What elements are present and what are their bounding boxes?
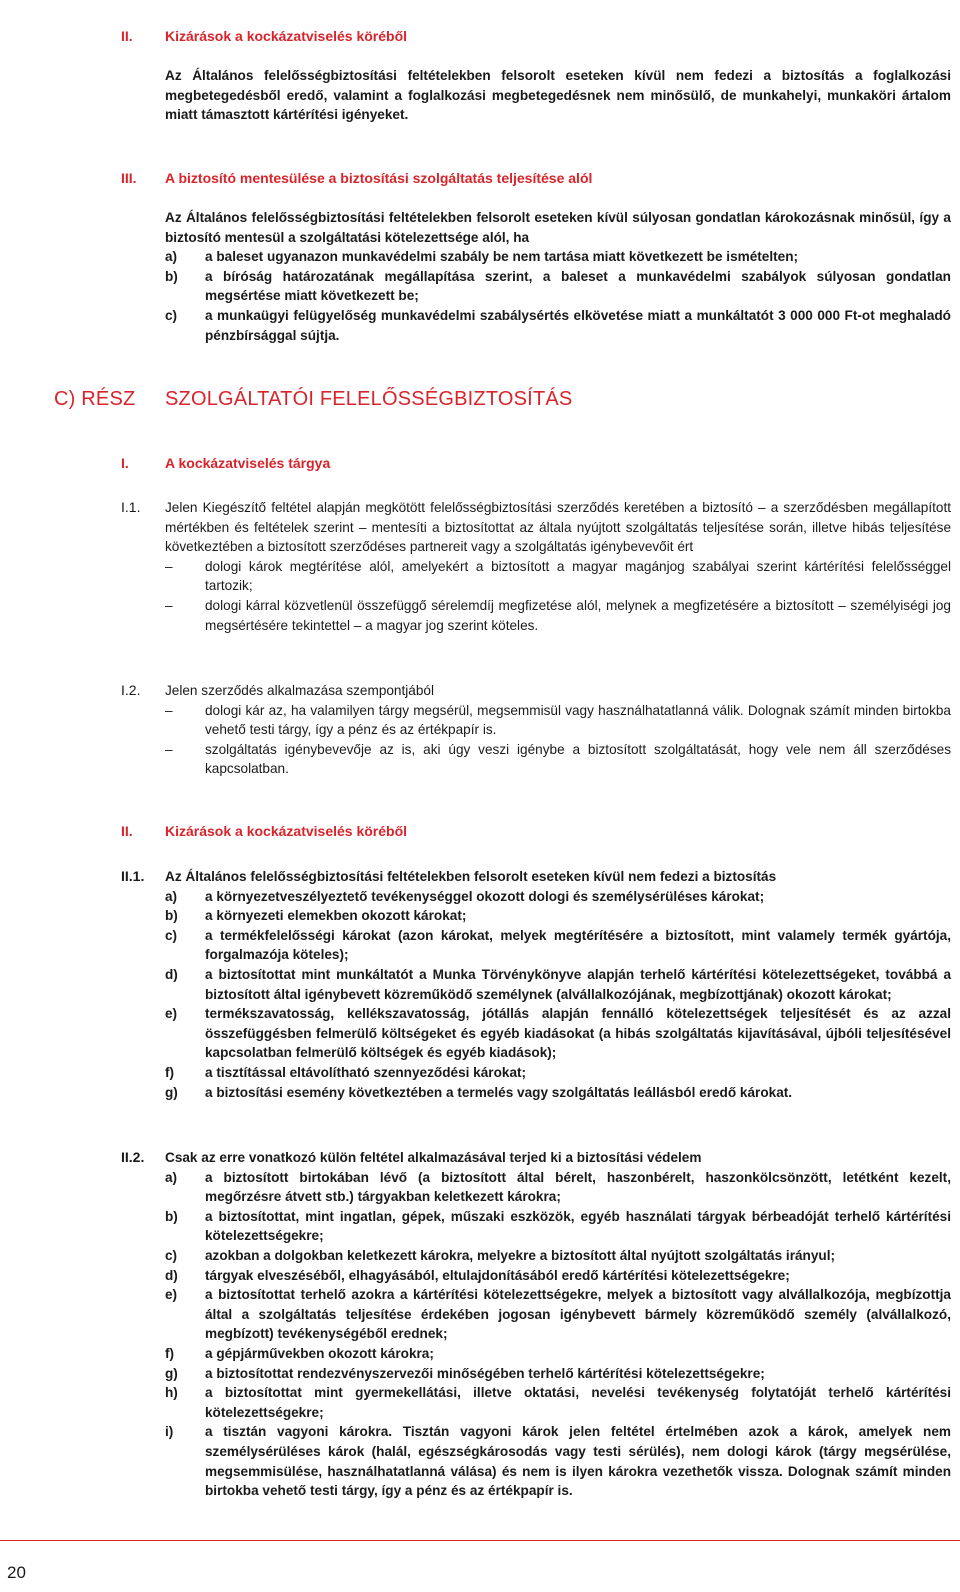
list-item [165, 557, 951, 596]
list-text: a biztosítási esemény következtében a termelés vagy szolgáltatás leállásból eredő károkat. [205, 1084, 793, 1100]
section-title: Kizárások a kockázatviselés köréből [165, 28, 408, 44]
list-text: a munkaügyi felügyelőség munkavédelmi szabálysértés elkövetése miatt a munkáltatót 3 000 000 Ft-ot meghaladó pénzbírsággal sújtja. [205, 307, 951, 343]
list-marker: b) [165, 908, 178, 924]
list-item [165, 1285, 951, 1344]
list-marker: c) [165, 927, 178, 943]
section-title: A kockázatviselés tárgya [165, 455, 331, 471]
list-text: a tisztítással eltávolítható szennyeződési károkat; [205, 1064, 527, 1080]
list-item [165, 1383, 951, 1422]
list-marker: d) [165, 1267, 178, 1283]
section-title: Kizárások a kockázatviselés köréből [165, 823, 408, 839]
clause-number: I.1. [121, 499, 141, 515]
clause-number: I.2. [121, 682, 141, 698]
list-text: termékszavatosság, kellékszavatosság, jótállás alapján fennálló kötelezettségek teljesítését és az azzal összefüggésben felmerülő költségeket és egyéb kiadásokat (a hibás szolgáltatás kijavításával, újbóli teljesítésével kapcsolatban felmerülő költségek és egyéb kiadások); [205, 1006, 951, 1061]
paragraph: Jelen szerződés alkalmazása szempontjából [165, 683, 434, 698]
list-text: a bíróság határozatának megállapítása szerint, a baleset a munkavédelmi szabályok súlyosan gondatlan megsértése miatt következett be; [205, 268, 951, 304]
list-marker: b) [165, 268, 178, 284]
clause-body [165, 498, 951, 635]
list-text: azokban a dolgokban keletkezett károkra, melyekre a biztosított által nyújtott szolgáltatás irányul; [205, 1247, 836, 1263]
list-text: dologi kárral közvetlenül összefüggő sérelemdíj megfizetése alól, melynek a megfizetésére a biztosított – személyiségi jog megsértésére tekintettel – a magyar jog szerint köteles. [205, 597, 951, 633]
list-marker: f) [165, 1064, 175, 1080]
list-text: a termékfelelősségi károkat (azon károkat, melyek megtérítésére a biztosított, mint valamely termék gyártója, forgalmazója köteles); [205, 927, 951, 963]
list-marker: a) [165, 1169, 178, 1185]
list-item [165, 596, 951, 635]
list-item [165, 1083, 951, 1103]
section-number: II. [121, 823, 133, 839]
list-item [165, 887, 951, 907]
list-marker: g) [165, 1365, 178, 1381]
list-marker: a) [165, 888, 178, 904]
list-text: a gépjárművekben okozott károkra; [205, 1345, 434, 1361]
paragraph: Az Általános felelősségbiztosítási feltételekben felsorolt eseteken kívül nem fedezi a biztosítás [165, 869, 777, 884]
page-number: 20 [7, 1563, 26, 1582]
paragraph-intro: Az Általános felelősségbiztosítási feltételekben felsorolt eseteken kívül súlyosan gondatlan károkozásnak minősül, így a biztosító mentesül a szolgáltatási kötelezettsége alól, ha [165, 210, 951, 245]
paragraph: Jelen Kiegészítő feltétel alapján megkötött felelősségbiztosítási szerződés keretében a biztosító – a szerződésben megállapított mértékben és feltételek szerint – mentesíti a biztosítottat az általa nyújtott szolgáltatás teljesítése során, illetve hibás teljesítése következtében a biztosított szerződéses partnereit vagy a szolgáltatás igénybevevőit ért [165, 500, 951, 555]
list-marker: c) [165, 1247, 178, 1263]
clause-body [165, 681, 951, 779]
paragraph-block [165, 208, 951, 345]
list-marker: – [165, 702, 173, 718]
list-text: a biztosított birtokában lévő (a biztosított által bérelt, haszonbérelt, haszonkölcsönzött, letétként kezelt, megőrzésre átvett stb.) tárgyakban keletkezett károkra; [205, 1169, 951, 1205]
list-item [165, 1422, 951, 1500]
list-item [165, 1207, 951, 1246]
list-marker: e) [165, 1006, 178, 1022]
list-item [165, 1364, 951, 1384]
list-item [165, 306, 951, 345]
list-marker: i) [165, 1424, 174, 1440]
list-text: a biztosítottat, mint ingatlan, gépek, műszaki eszközök, egyéb használati tárgyak bérbeadóját terhelő kártérítési kötelezettségekre; [205, 1208, 951, 1244]
list-marker: – [165, 597, 173, 613]
list-text: a biztosítottat terhelő azokra a kártérítési kötelezettségekre, melyek a biztosított vagy alvállalkozója, megbízottja által a szolgáltatás teljesítése érdekében jogosan igénybevett bármely közreműködő személy (alvállalkozó, megbízott) tevékenységéből erednek; [205, 1287, 951, 1342]
list-item [165, 1063, 951, 1083]
list-item [165, 267, 951, 306]
part-title: SZOLGÁLTATÓI FELELŐSSÉGBIZTOSÍTÁS [165, 388, 573, 410]
section-number: III. [121, 170, 137, 186]
section-number: I. [121, 455, 129, 471]
paragraph: Az Általános felelősségbiztosítási feltételekben felsorolt eseteken kívül nem fedezi a biztosítás a foglalkozási megbetegedésből eredő, valamint a foglalkozási megbetegedésnek nem minősülő, de munkahelyi, munkaköri ártalom miatt támasztott kártérítési igényeket. [165, 68, 951, 123]
list-marker: g) [165, 1084, 178, 1100]
section-number: II. [121, 28, 133, 44]
list-text: a tisztán vagyoni károkra. Tisztán vagyoni károk jelen feltétel értelmében azok a károk, amelyek nem személysérüléses károk (halál, egészségkárosodás vagy testi sérülés), nem dologi károk (tárgy megsérülése, megsemmisülése, használhatatlanná válása) és nem is ilyen károkra vezethetők vissza. Dolognak számít minden birtokba vehető testi tárgy, így a pénz és az értékpapír is. [205, 1424, 951, 1499]
list-text: a biztosítottat mint munkáltatót a Munka Törvénykönyve alapján terhelő kártérítési kötelezettségeket, továbbá a biztosított által igénybevett közreműködő személynek (alvállalkozójának, megbízottjának) okozott károkat; [205, 966, 951, 1002]
list-marker: – [165, 558, 173, 574]
section-title: A biztosító mentesülése a biztosítási szolgáltatás teljesítése alól [165, 170, 593, 186]
list-marker: – [165, 741, 173, 757]
paragraph: Csak az erre vonatkozó külön feltétel alkalmazásával terjed ki a biztosítási védelem [165, 1150, 702, 1165]
list-item [165, 906, 951, 926]
list-item [165, 1266, 951, 1286]
part-label: C) RÉSZ [54, 388, 136, 410]
clause-number: II.1. [121, 868, 145, 884]
list-item [165, 1344, 951, 1364]
list-text: szolgáltatás igénybevevője az is, aki úgy veszi igénybe a biztosított szolgáltatását, hogy vele nem áll szerződéses kapcsolatban. [205, 741, 951, 777]
list-text: tárgyak elveszéséből, elhagyásából, eltulajdonításából eredő kártérítési kötelezettségekre; [205, 1267, 790, 1283]
list-item [165, 926, 951, 965]
list-item [165, 1246, 951, 1266]
clause-body [165, 867, 951, 1102]
footer-rule [0, 1540, 960, 1541]
list-item [165, 701, 951, 740]
list-text: dologi károk megtérítése alól, amelyekért a biztosított a magyar magánjog szabályai szerint kártérítési felelősséggel tartozik; [205, 558, 951, 594]
clause-number: II.2. [121, 1149, 145, 1165]
list-text: a baleset ugyanazon munkavédelmi szabály be nem tartása miatt következett be ismételten; [205, 249, 799, 265]
list-text: a biztosítottat rendezvényszervezői minőségében terhelő kártérítési kötelezettségekre; [205, 1365, 765, 1381]
list-item [165, 1168, 951, 1207]
list-marker: e) [165, 1287, 178, 1303]
list-text: a környezetveszélyeztető tevékenységgel okozott dologi és személysérüléses károkat; [205, 888, 765, 904]
list-marker: d) [165, 966, 178, 982]
list-item [165, 965, 951, 1004]
list-item [165, 1004, 951, 1063]
list-marker: a) [165, 249, 178, 265]
list-item [165, 740, 951, 779]
list-marker: c) [165, 307, 178, 323]
clause-body [165, 1148, 951, 1501]
list-marker: h) [165, 1385, 178, 1401]
list-text: a biztosítottat mint gyermekellátási, illetve oktatási, nevelési tevékenység folytatóját terhelő kártérítési kötelezettségekre; [205, 1385, 951, 1420]
list-marker: b) [165, 1208, 178, 1224]
list-text: a környezeti elemekben okozott károkat; [205, 908, 467, 924]
list-text: dologi kár az, ha valamilyen tárgy megsérül, megsemmisül vagy használhatatlanná válik. Dolognak számít minden birtokba vehető testi tárgy, így a pénz és az értékpapír is. [205, 702, 951, 738]
list-item [165, 247, 951, 267]
list-marker: f) [165, 1345, 175, 1361]
